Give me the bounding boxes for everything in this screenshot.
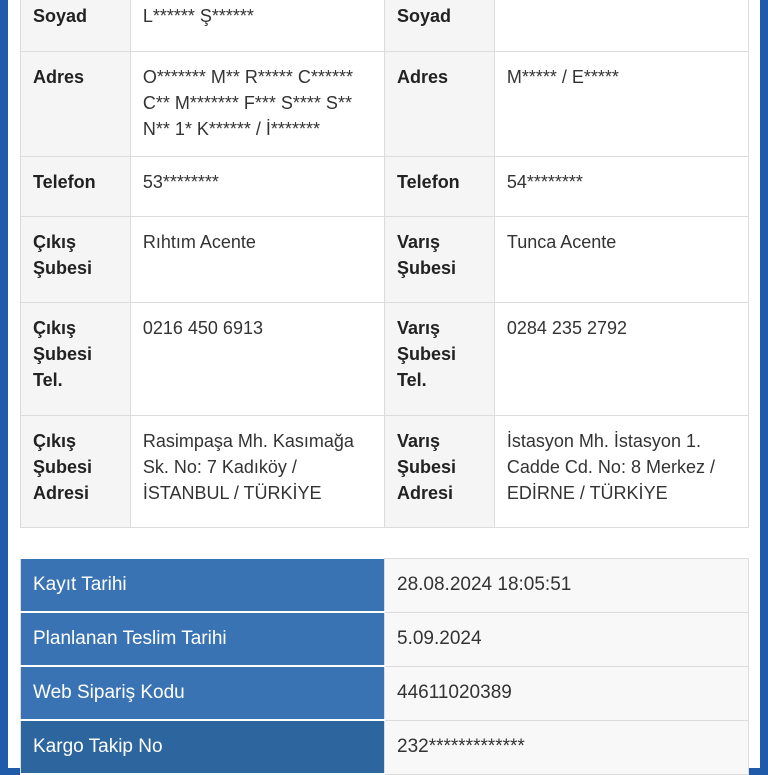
sender-receiver-table [20, 0, 749, 528]
table-row [21, 720, 749, 774]
departure-branch-address-label: Çıkış Şubesi Adresi [21, 416, 131, 528]
table-row [21, 559, 749, 613]
arrival-branch-phone-value: 0284 235 2792 [494, 303, 748, 416]
arrival-branch-address-label: Varış Şubesi Adresi [385, 416, 495, 528]
registration-date-value: 28.08.2024 18:05:51 [385, 559, 749, 613]
sender-address-label: Adres [21, 52, 131, 157]
table-row [21, 157, 749, 217]
tracking-number-label: Kargo Takip No [21, 720, 385, 774]
receiver-phone-value: 54******** [494, 157, 748, 217]
shipment-info-table [20, 558, 749, 775]
receiver-surname-value [494, 0, 748, 52]
departure-branch-label: Çıkış Şubesi [21, 217, 131, 303]
departure-branch-address-value: Rasimpaşa Mh. Kasımağa Sk. No: 7 Kadıköy / İSTANBUL / TÜRKİYE [130, 416, 384, 528]
content-panel [8, 0, 760, 768]
sender-surname-value: L****** Ş****** [130, 0, 384, 52]
departure-branch-phone-value: 0216 450 6913 [130, 303, 384, 416]
web-order-code-value: 44611020389 [385, 666, 749, 720]
sender-phone-value: 53******** [130, 157, 384, 217]
table-row [21, 0, 749, 52]
departure-branch-value: Rıhtım Acente [130, 217, 384, 303]
table-row [21, 303, 749, 416]
sender-phone-label: Telefon [21, 157, 131, 217]
arrival-branch-label: Varış Şubesi [385, 217, 495, 303]
arrival-branch-phone-label: Varış Şubesi Tel. [385, 303, 495, 416]
table-row [21, 52, 749, 157]
planned-delivery-date-value: 5.09.2024 [385, 612, 749, 666]
planned-delivery-date-label: Planlanan Teslim Tarihi [21, 612, 385, 666]
web-order-code-label: Web Sipariş Kodu [21, 666, 385, 720]
table-row [21, 666, 749, 720]
table-row [21, 416, 749, 528]
sender-surname-label: Soyad [21, 0, 131, 52]
arrival-branch-value: Tunca Acente [494, 217, 748, 303]
registration-date-label: Kayıt Tarihi [21, 559, 385, 613]
departure-branch-phone-label: Çıkış Şubesi Tel. [21, 303, 131, 416]
table-row [21, 217, 749, 303]
sender-address-value: O******* M** R***** C****** C** M******* F*** S**** S** N** 1* K****** / İ******* [130, 52, 384, 157]
receiver-surname-label: Soyad [385, 0, 495, 52]
tracking-number-value: 232************* [385, 720, 749, 774]
receiver-phone-label: Telefon [385, 157, 495, 217]
receiver-address-label: Adres [385, 52, 495, 157]
arrival-branch-address-value: İstasyon Mh. İstasyon 1. Cadde Cd. No: 8 Merkez / EDİRNE / TÜRKİYE [494, 416, 748, 528]
receiver-address-value: M***** / E***** [494, 52, 748, 157]
table-row [21, 612, 749, 666]
